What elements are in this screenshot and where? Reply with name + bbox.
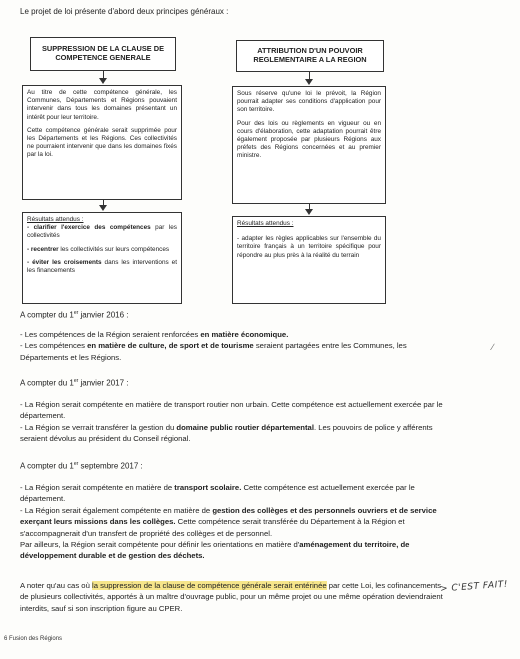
section-2017a-p2: - La Région se verrait transférer la gestion du domaine public routier départemental. Les pouvoirs de police y afférents seraient dévolus au président du Conseil régional.	[20, 422, 433, 444]
left-title-line1: SUPPRESSION DE LA CLAUSE DE	[41, 44, 165, 54]
page-footer: 6 Fusion des Régions	[4, 636, 63, 642]
left-body-box	[22, 85, 182, 200]
right-body-p1: Sous réserve qu'une loi le prévoit, la Région pourrait adapter ses conditions d'application pour son territoire.	[237, 90, 381, 114]
right-arrow-1	[305, 79, 313, 85]
left-title-line2: COMPETENCE GENERALE	[55, 53, 151, 62]
right-results-label: Résultats attendus :	[237, 220, 294, 227]
right-body-box	[232, 86, 386, 204]
heading-2016: A compter du 1er janvier 2016 :	[20, 310, 129, 320]
right-title-box	[236, 40, 384, 72]
section-2017b-p3: Par ailleurs, la Région serait compétente pour définir les orientations en matière d'aménagement du territoire, de développement durable et de gestion des déchets.	[20, 539, 410, 561]
left-result-1: - clarifier l'exercice des compétences par les collectivités	[27, 224, 177, 240]
section-2017a-p1: - La Région serait compétente en matière de transport routier non urbain. Cette compétence est actuellement exercée par le département.	[20, 400, 443, 421]
section-2017b-p2: - La Région serait également compétente en matière de gestion des collèges et des personnels ouvriers et de service exerçant leurs missions dans les collèges. Cette compétence serait transférée du Département à la Région et s'accompagnerait d'un transfert de propriété des collèges et de personnel.	[20, 505, 437, 538]
right-arrow-2	[305, 209, 313, 215]
margin-mark-1: ∕	[492, 342, 494, 352]
heading-2017-janvier: A compter du 1er janvier 2017 :	[20, 378, 129, 388]
highlighted-text: la suppression de la clause de compétence générale serait entérinée	[92, 581, 327, 590]
right-body-p2: Pour des lois ou règlements en vigueur ou en cours d'élaboration, cette adaptation pourrait être également proposée par plusieurs Régions aux préfets des Régions concernées et au premier ministre.	[237, 119, 381, 160]
section-2017b-body	[20, 482, 445, 562]
right-results-box	[232, 216, 386, 304]
section-2017a-body	[20, 399, 445, 445]
note-paragraph: A noter qu'au cas où la suppression de la clause de compétence générale serait entérinée par cette Loi, les cofinancements de plusieurs collectivités, apportés à un maître d'ouvrage public, pour un même projet ou une même opération deviendraient interdits, sauf si son inscription figure au CPER.	[20, 581, 443, 613]
left-body-p1: Au titre de cette compétence générale, les Communes, Départements et Régions pouvaient intervenir dans tous les domaines présentant un intérêt pour leur territoire.	[27, 89, 177, 121]
left-body-p2: Cette compétence générale serait supprimée pour les Départements et les Régions. Ces collectivités ne pourraient intervenir que dans les domaines fixés par la loi.	[27, 126, 177, 159]
left-results-label: Résultats attendus :	[27, 216, 84, 223]
section-2016-body	[20, 329, 445, 363]
handwritten-annotation: > C'EST FAIT!	[439, 579, 509, 595]
intro-text: Le projet de loi présente d'abord deux principes généraux :	[20, 7, 229, 16]
left-result-3: - éviter les croisements dans les interventions et les financements	[27, 258, 178, 274]
left-result-2: - recentrer les collectivités sur leurs compétences	[27, 245, 170, 253]
left-title-box	[30, 37, 176, 71]
section-2017b-p1: - La Région serait compétente en matière de transport scolaire. Cette compétence est actuellement exercée par le département.	[20, 483, 415, 504]
left-results-box	[22, 212, 182, 304]
left-arrow-2	[99, 205, 107, 211]
section-2016-p2: - Les compétences en matière de culture, de sport et de tourisme seraient partagées entre les Communes, les Départements et les Régions.	[20, 341, 407, 362]
right-title-line2: REGLEMENTAIRE A LA REGION	[253, 55, 367, 64]
left-arrow-1	[99, 78, 107, 84]
section-2016-p1: - Les compétences de la Région seraient renforcées en matière économique.	[20, 330, 289, 339]
right-results-text: - adapter les règles applicables sur l'ensemble du territoire français à un territoire spécifique pour répondre au plus près à la réalité du terrain	[237, 235, 381, 259]
heading-2017-septembre: A compter du 1er septembre 2017 :	[20, 461, 143, 471]
right-title-line1: ATTRIBUTION D'UN POUVOIR	[257, 46, 363, 56]
